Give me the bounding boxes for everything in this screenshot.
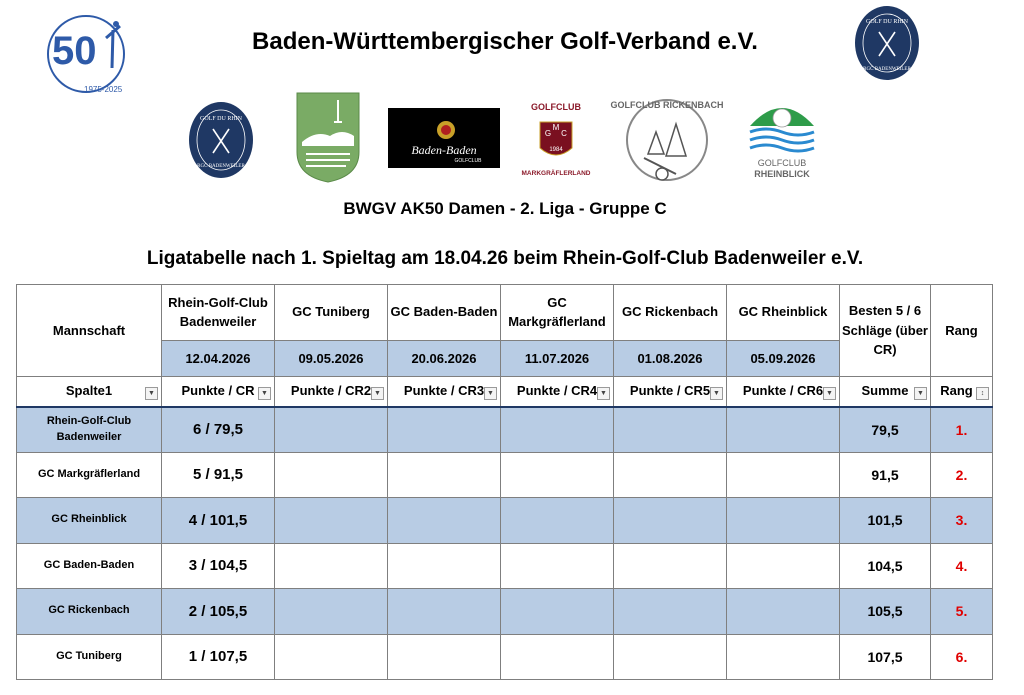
rank-cell: 2.: [931, 452, 993, 498]
svg-text:RGC BADENWEILER: RGC BADENWEILER: [863, 67, 911, 72]
header-club-2: GC Tuniberg: [275, 285, 388, 341]
score-cell: [388, 498, 501, 544]
sum-cell: 107,5: [840, 634, 931, 680]
header-club-3: GC Baden-Baden: [388, 285, 501, 341]
header-date-3: 20.06.2026: [388, 341, 501, 377]
score-cell: [501, 452, 614, 498]
score-cell: [501, 498, 614, 544]
sum-cell: 79,5: [840, 407, 931, 453]
gc-rickenbach-logo: [610, 94, 724, 184]
svg-text:RGC BADENWEILER: RGC BADENWEILER: [197, 164, 245, 169]
team-name: GC Baden-Baden: [17, 543, 162, 589]
header-date-5: 01.08.2026: [614, 341, 727, 377]
filter-header-cr6: Punkte / CR6 ▼: [727, 377, 840, 407]
score-cell: 6 / 79,5: [162, 407, 275, 453]
bwgv-50-logo: [28, 8, 148, 100]
rank-cell: 1.: [931, 407, 993, 453]
filter-dropdown-icon[interactable]: ▼: [823, 387, 836, 400]
golf-du-rhin-logo: [187, 100, 255, 180]
score-cell: [388, 543, 501, 589]
sum-cell: 104,5: [840, 543, 931, 589]
svg-text:GOLFCLUB: GOLFCLUB: [757, 158, 807, 168]
score-cell: [727, 452, 840, 498]
table-row: [17, 452, 993, 498]
table-row: [17, 634, 993, 680]
score-cell: [727, 543, 840, 589]
score-cell: [501, 407, 614, 453]
svg-text:Baden-Baden: Baden-Baden: [411, 143, 477, 157]
score-cell: [501, 589, 614, 635]
sum-cell: 105,5: [840, 589, 931, 635]
header-mannschaft: Mannschaft: [17, 285, 162, 377]
league-table: [16, 284, 993, 680]
filter-dropdown-icon[interactable]: ▼: [258, 387, 271, 400]
score-cell: [388, 452, 501, 498]
team-name: GC Rheinblick: [17, 498, 162, 544]
team-name: Rhein-Golf-Club Badenweiler: [17, 407, 162, 453]
header-date-2: 09.05.2026: [275, 341, 388, 377]
rank-cell: 6.: [931, 634, 993, 680]
filter-dropdown-icon[interactable]: ▼: [145, 387, 158, 400]
svg-text:GOLF DU RHIN: GOLF DU RHIN: [866, 19, 908, 25]
filter-header-cr4: Punkte / CR4 ▼: [501, 377, 614, 407]
league-subtitle: BWGV AK50 Damen - 2. Liga - Gruppe C: [343, 199, 667, 218]
score-cell: [388, 589, 501, 635]
filter-dropdown-icon[interactable]: ▼: [710, 387, 723, 400]
score-cell: [388, 407, 501, 453]
rank-cell: 4.: [931, 543, 993, 589]
score-cell: [275, 589, 388, 635]
filter-header-cr2: Punkte / CR2 ▼: [275, 377, 388, 407]
header-club-6: GC Rheinblick: [727, 285, 840, 341]
score-cell: [275, 498, 388, 544]
header-date-6: 05.09.2026: [727, 341, 840, 377]
svg-text:GOLFCLUB: GOLFCLUB: [454, 158, 482, 164]
filter-dropdown-icon[interactable]: ▼: [914, 387, 927, 400]
score-cell: [501, 543, 614, 589]
svg-text:MARKGRÄFLERLAND: MARKGRÄFLERLAND: [521, 170, 591, 177]
score-cell: [388, 634, 501, 680]
svg-text:1984: 1984: [549, 147, 563, 153]
table-heading: Ligatabelle nach 1. Spieltag am 18.04.26 beim Rhein-Golf-Club Badenweiler e.V.: [146, 248, 864, 269]
filter-header-rang: Rang ↕: [931, 377, 993, 407]
filter-dropdown-icon[interactable]: ▼: [371, 387, 384, 400]
sum-cell: 101,5: [840, 498, 931, 544]
table-row: [17, 407, 993, 453]
filter-header-cr3: Punkte / CR3 ▼: [388, 377, 501, 407]
score-cell: [614, 498, 727, 544]
score-cell: 2 / 105,5: [162, 589, 275, 635]
svg-text:G: G: [544, 129, 552, 138]
filter-header-spalte1: Spalte1 ▼: [17, 377, 162, 407]
table-row: [17, 589, 993, 635]
page-title: Baden-Württembergischer Golf-Verband e.V.: [252, 28, 758, 55]
rank-cell: 5.: [931, 589, 993, 635]
score-cell: [727, 634, 840, 680]
score-cell: [614, 543, 727, 589]
score-cell: [614, 452, 727, 498]
svg-text:M: M: [552, 123, 560, 132]
sum-cell: 91,5: [840, 452, 931, 498]
filter-dropdown-icon[interactable]: ▼: [484, 387, 497, 400]
score-cell: 5 / 91,5: [162, 452, 275, 498]
score-cell: [501, 634, 614, 680]
svg-text:GOLFCLUB RICKENBACH: GOLFCLUB RICKENBACH: [610, 100, 724, 110]
score-cell: [275, 452, 388, 498]
filter-header-cr5: Punkte / CR5 ▼: [614, 377, 727, 407]
team-name: GC Markgräflerland: [17, 452, 162, 498]
score-cell: [614, 634, 727, 680]
team-name: GC Tuniberg: [17, 634, 162, 680]
sort-dropdown-icon[interactable]: ↕: [976, 387, 989, 400]
score-cell: [727, 407, 840, 453]
svg-text:GOLFCLUB: GOLFCLUB: [531, 102, 581, 112]
filter-dropdown-icon[interactable]: ▼: [597, 387, 610, 400]
svg-text:50: 50: [52, 29, 97, 73]
header-besten: Besten 5 / 6 Schläge (über CR): [840, 285, 931, 377]
filter-header-cr1: Punkte / CR ▼: [162, 377, 275, 407]
score-cell: 3 / 104,5: [162, 543, 275, 589]
score-cell: [727, 589, 840, 635]
score-cell: [275, 543, 388, 589]
header-date-1: 12.04.2026: [162, 341, 275, 377]
score-cell: [614, 407, 727, 453]
svg-text:C: C: [561, 129, 567, 138]
header-club-4: GC Markgräflerland: [501, 285, 614, 341]
score-cell: [275, 407, 388, 453]
filter-header-summe: Summe ▼: [840, 377, 931, 407]
gc-rheinblick-logo: [740, 94, 824, 184]
gc-baden-baden-logo: [388, 108, 500, 168]
header-club-1: Rhein-Golf-Club Badenweiler: [162, 285, 275, 341]
header-rang: Rang: [931, 285, 993, 377]
svg-text:RHEINBLICK: RHEINBLICK: [754, 169, 810, 179]
score-cell: [614, 589, 727, 635]
score-cell: [727, 498, 840, 544]
table-row: [17, 543, 993, 589]
header-date-4: 11.07.2026: [501, 341, 614, 377]
table-row: [17, 498, 993, 544]
score-cell: 1 / 107,5: [162, 634, 275, 680]
svg-text:1975-2025: 1975-2025: [84, 85, 123, 94]
golf-du-rhin-logo-top: [853, 4, 921, 82]
score-cell: 4 / 101,5: [162, 498, 275, 544]
svg-text:GOLF DU RHIN: GOLF DU RHIN: [200, 116, 242, 122]
team-name: GC Rickenbach: [17, 589, 162, 635]
header-club-5: GC Rickenbach: [614, 285, 727, 341]
gc-markgraeflerland-logo: [510, 96, 602, 180]
score-cell: [275, 634, 388, 680]
gc-tuniberg-logo: [296, 92, 360, 184]
rank-cell: 3.: [931, 498, 993, 544]
